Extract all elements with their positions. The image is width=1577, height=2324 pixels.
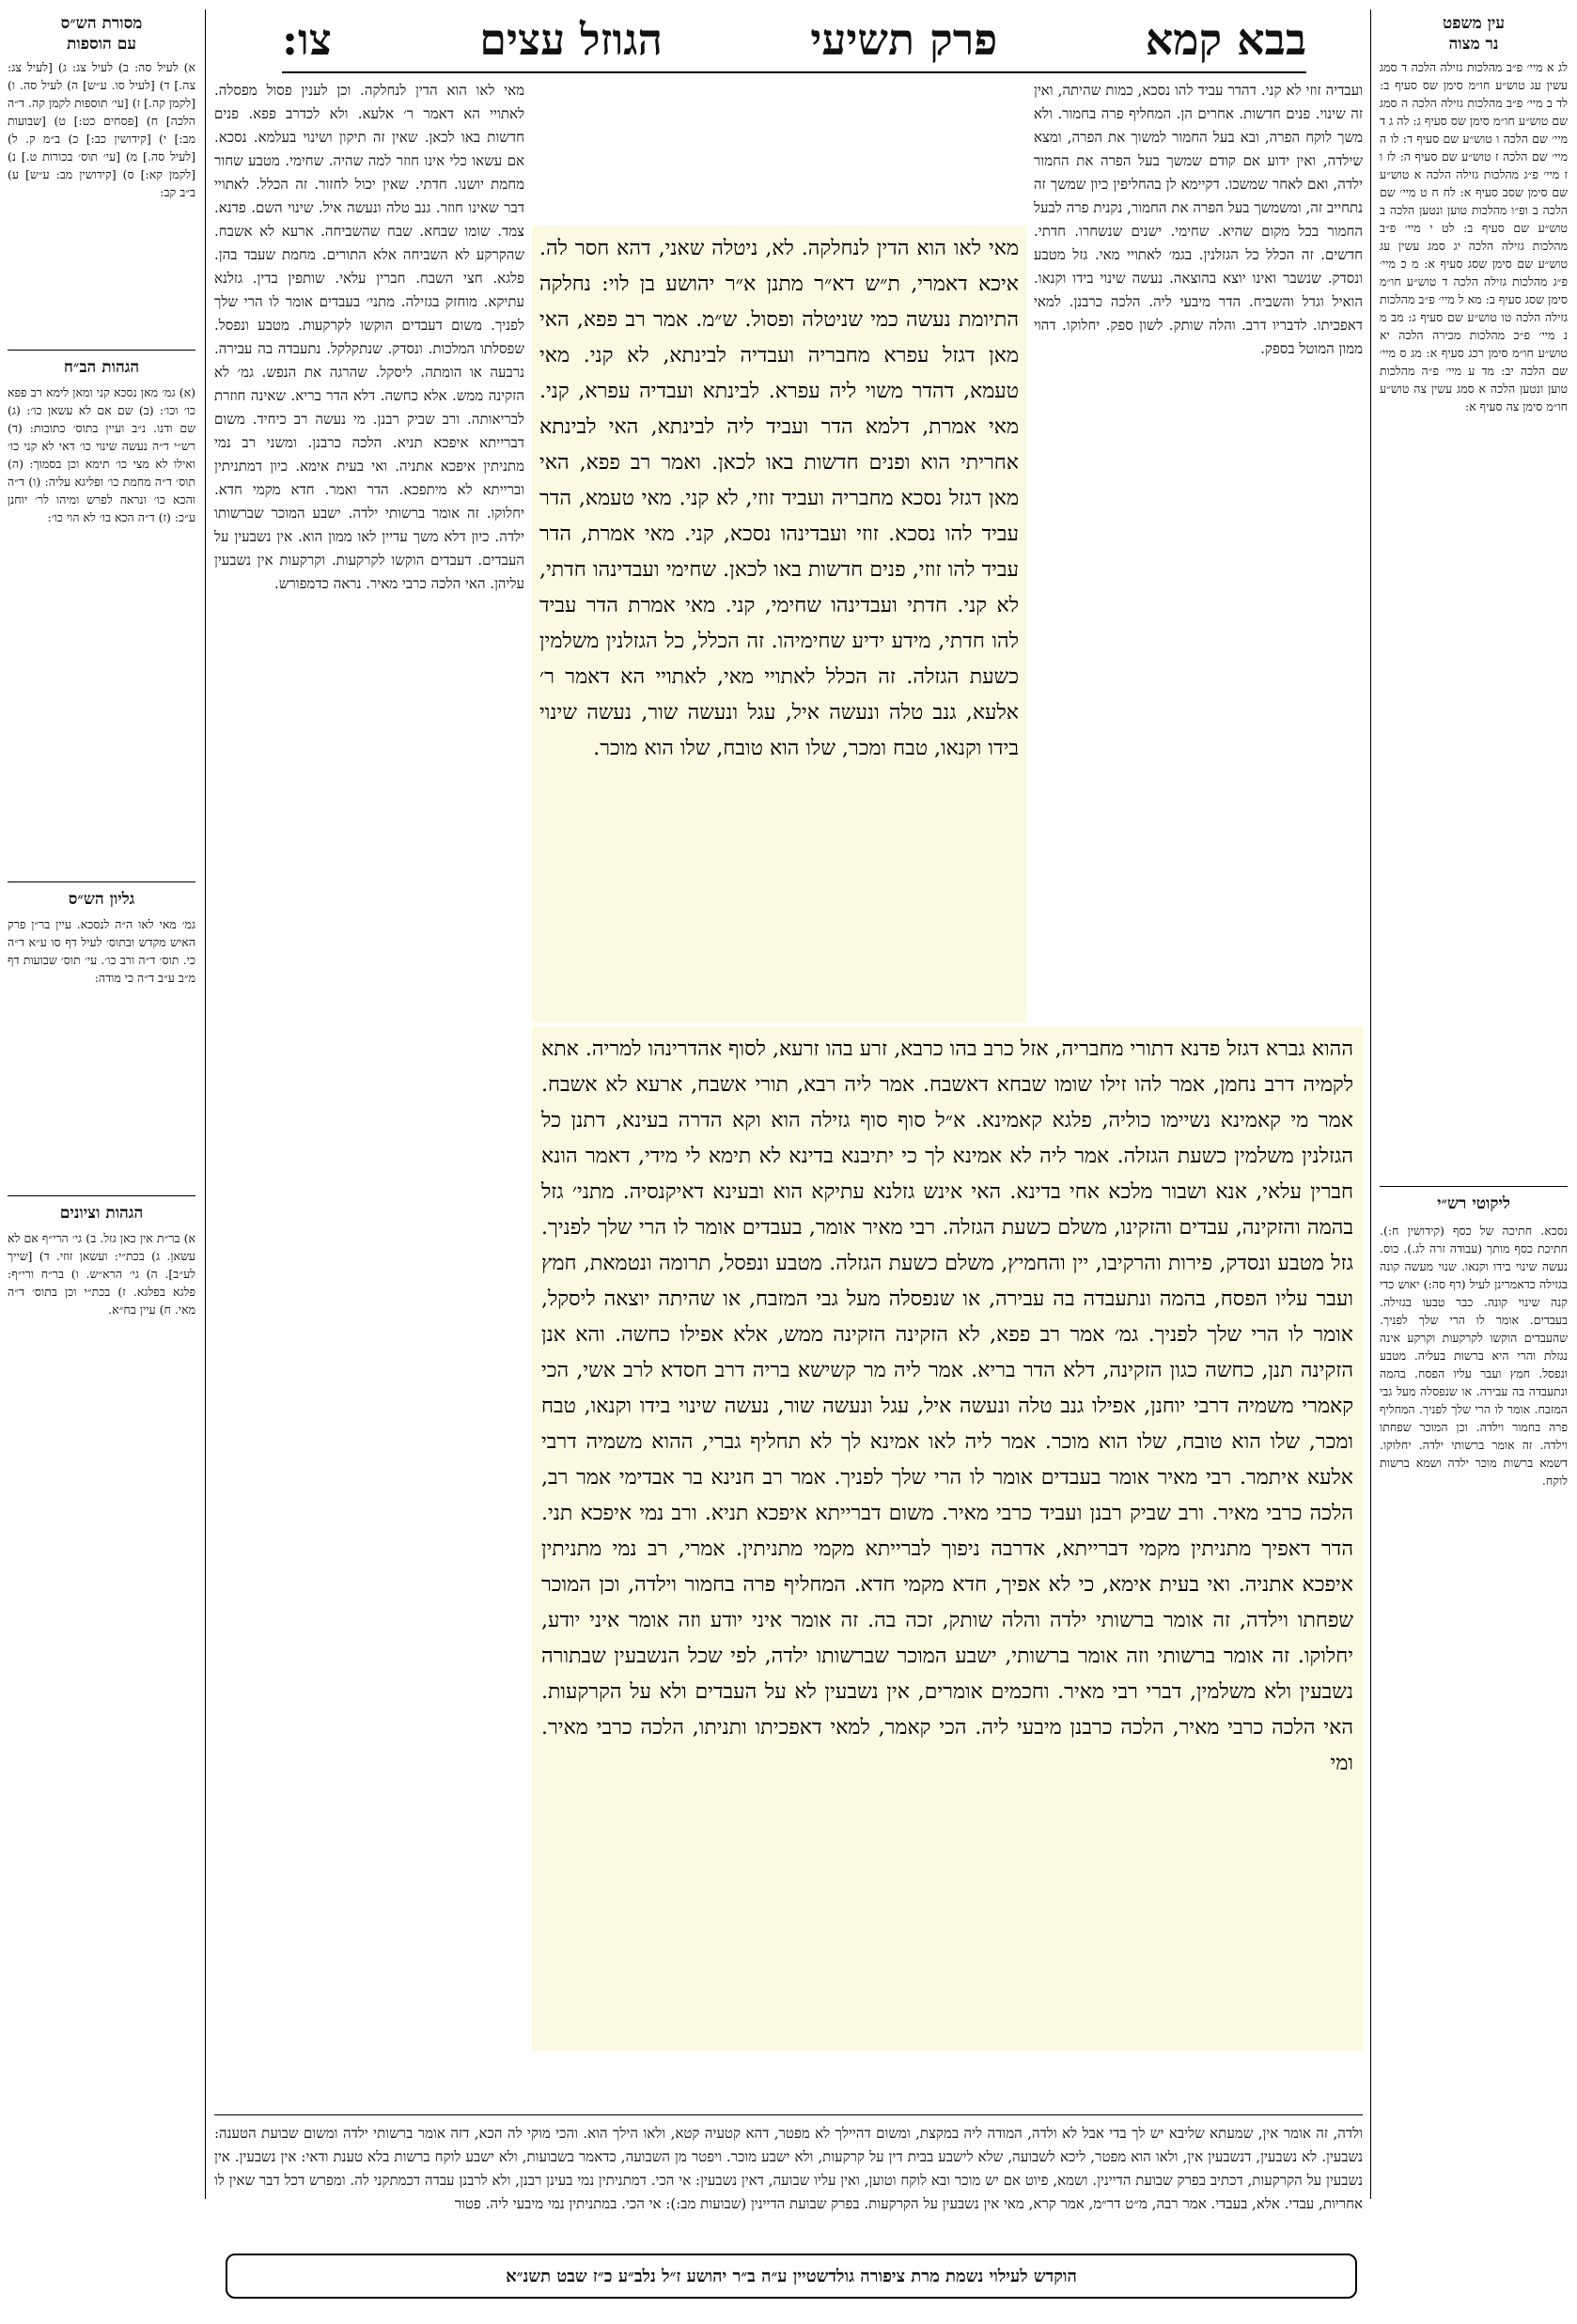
page-number: צו: [282,14,332,65]
ein-mishpat-text: לג א מיי׳ פ״ב מהלכות גזילה הלכה ד סמג עשין עג טוש״ע חו״מ סימן שס סעיף ב: לד ב מיי׳ פ״ב מהלכות גזילה הלכה ה סמג שם טוש״ע חו״מ סימן שס סעיף ג: לה ג ד מיי׳ שם הלכה ו טוש״ע שם סעיף ד: לו ה מיי׳ שם הלכה ז טוש״ע שם סעיף ה: לז ו ז מיי׳ פ״ג מהלכות גזילה הלכה א טוש״ע שם סימן שסב סעיף א: לח ח ט מיי׳ שם הלכה ב ופ״ו מהלכות טוען ונטען הלכה ב טוש״ע שם סעיף ב: לט י מיי׳ פ״ב מהלכות גזילה הלכה יג סמג עשין עג טוש״ע שם סימן שסג סעיף א: מ כ מיי׳ פ״ג מהלכות גזילה הלכה ד טוש״ע חו״מ סימן שסג סעיף ב: מא ל מיי׳ פ״ב מהלכות גזילה הלכה טו טוש״ע שם סעיף ג: מב מ נ מיי׳ פ״כ מהלכות מכירה הלכה יא טוש״ע חו״מ סימן רכג סעיף א: מג ס מיי׳ שם הלכה יב: מד ע מיי׳ פ״ה מהלכות טוען ונטען הלכה א סמג עשין צה טוש״ע חו״מ סימן צה סעיף א: [1380,60,1568,413]
gilyon-hashas-text: גמ׳ מאי לאו ה״ה לנסכא. עיין בר״ן פרק האיש מקדש ובתוס׳ לעיל דף סו ע״א ד״ה כי. תוס׳ ד״ה ורב כו׳. עי׳ תוס׳ שבועות דף מ״ב ע״ב ד״ה כי מודה: [8,917,195,985]
divider [8,881,195,882]
masoret-hashas-text: א) לעיל סה: ב) לעיל צג: ג) [לעיל צג: צה.] ד) [לעיל סו. ע״ש] ה) לעיל סה. ו) [לקמן קה.] ז) [עי׳ תוספות לקמן קה. ד״ה הלכה] ח) [פסחים כט:] ט) [שבועות מב:] י) [קידושין כב:] כ) ב״מ ק. ל) [לעיל סה.] מ) [עי׳ תוס׳ בכורות ט.] נ) [לקמן קא:] ס) [קידושין מב: ע״ש] ע) ב״ב קב: [8,60,195,199]
masoret-hashas-title: מסורת הש״ס עם הוספות [60,14,143,54]
column-separator [1370,9,1371,2199]
gemara-text-inner: מאי לאו הוא הדין לנחלקה. לא, ניטלה שאני, דהא חסר לה. איכא דאמרי, ת״ש דא״ר מתנן א״ר יהושע בן לוי: נחלקה התיומת נעשה כמי שניטלה ופסול. ש״מ. אמר רב פפא, האי מאן דגזל עפרא מחבריה ועבדיה לבינתא, לא קני. מאי טעמא, דהדר משוי ליה עפרא. לבינתא ועבדיה עפרא, קני. מאי אמרת, דלמא הדר ועביד ליה לבינתא, האי לבינתא אחריתי הוא ופנים חדשות באו לכאן. ואמר רב פפא, האי מאן דגזל נסכא מחבריה ועביד זוזי, לא קני. מאי טעמא, הדר עביד להו נסכא. זוזי ועבדינהו נסכא, קני. מאי אמרת, הדר עביד להו זוזי, פנים חדשות באו לכאן. שחימי ועבדינהו חדתי, לא קני. חדתי ועבדינהו שחימי, קני. מאי אמרת הדר עביד להו חדתי, מידע ידיע שחימיהו. זה הכלל, כל הגזלנין משלמין כשעת הגזלה. זה הכלל לאתויי מאי, לאתויי הא דאמר ר׳ אלעא, גנב טלה ונעשה איל, עגל ונעשה שור, נעשה שינוי בידו וקנאו, טבח ומכר, שלו הוא טובח, שלו הוא מוכר. [532,226,1026,1022]
page-header [282,9,1306,70]
hagahot-habach-text: (א) גמ׳ מאן נסכא קני ומאן לימא רב פפא כו׳ וכו׳: (ב) שם אם לא עשאן כו׳: (ג) שם ודנו. נ״ב ועיין בתוס׳ כתובות: (ד) רש״י ד״ה נעשה שינוי כו׳ דאי לא קני כו׳ ואילו לא מצי כו׳ תימא וכן בסמוך: (ה) תוס׳ ד״ה מחמת כו׳ ופליגא עליה: (ו) ד״ה והכא כו׳ ונראה לפרש ומיהו לר׳ יוחנן ע״כ: (ז) ד״ה הכא בו׳ לא הוי כו׳: [8,385,195,524]
ein-mishpat-title: עין משפט נר מצוה [1443,14,1505,54]
chapter-number: פרק תשיעי [810,14,998,65]
rashi-commentary: ועבדיה זוזי לא קני. דהדר עביד להו נסכא, כמות שהיתה, ואין זה שינוי. פנים חדשות. אחרים הן. המחליף פרה בחמור. ולא משך לוקח הפרה, ובא בעל החמור למשוך את הפרה, ומצא שילדה, ואין ידוע אם קודם שמשך בעל הפרה את החמור ילדה, ואם לאחר שמשכו. דקיימא לן בהחליפין כיון שמשך זה נתחייב זה, ומשמשך בעל הפרה את החמור, נקנית פרה לבעל החמור בכל מקום שהיא. שחימי. ישנים שנשחרו. חדתי. חדשים. זה הכלל כל הגזלנין. בגמ׳ לאתויי מאי. גזל מטבע ונסדק. שנשבר ואינו יוצא בהוצאה. נעשה שינוי בידו וקנאו. הואיל וגדל והשביח. הדר מיבעי ליה. הלכה כרבנן. למאי דאפכיתו. לדבריו דרב. והלה שותק. לשון ספק. יחלוקו. דהוי ממון המוטל בספק. [1034,82,1363,357]
divider [8,350,195,351]
hagahot-tziyunim-title: הגהות וציונים [59,1204,144,1223]
gilyon-hashas-title: גליון הש״ס [68,890,135,909]
hagahot-tziyunim-text: א) בר״ת אין כאן גזל. ב) גי׳ הרי״ף אם לא עשאן. ג) בכת״י: ועשאן זוזי. ד) [שייך לע״ב]. ה) גי׳ הרא״ש. ו) בר״ח ורי״ף: פלגא בפלגא. ז) בכת״י וכן בתוס׳ ד״ה מאי. ח) עיין בח״א. [8,1231,195,1317]
header-rule [282,71,1306,73]
tractate-name: בבא קמא [1145,14,1306,65]
dedication-box: הוקדש לעילוי נשמת מרת ציפורה גולדשטיין ע״ה ב״ר יהושע ז״ל נלב״ע כ״ז שבט תשנ״א [226,2254,1357,2299]
gemara-text-wide: ההוא גברא דגזל פדנא דתורי מחבריה, אזל כרב בהו כרבא, זרע בהו זרעא, לסוף אהדרינהו למריה. אתא לקמיה דרב נחמן, אמר להו זילו שומו שבחא דאשבח. אמר ליה רבא, תורי אשבח, ארעא לא אשבח. אמר מי קאמינא נשיימו כוליה, פלגא קאמינא. א״ל סוף סוף גזילה הוא וקא הדרה בעינא, דתנן כל הגזלנין משלמין כשעת הגזלה. אמר ליה לא אמינא לך כי יתיבנא בדינא לא תימא לי מידי, דאמר הונא חברין עלאי, אנא ושבור מלכא אחי בדינא. האי אינש גזלנא עתיקא הוא ובעינא דאיקנסיה. מתני׳ גזל בהמה והזקינה, עבדים והזקינו, משלם כשעת הגזלה. רבי מאיר אומר, בעבדים אומר לו הרי שלך לפניך. גזל מטבע ונסדק, פירות והרקיבו, יין והחמיץ, משלם כשעת הגזלה. מטבע ונפסל, תרומה ונטמאת, חמץ ועבר עליו הפסח, בהמה ונתעבדה בה עבירה, או שנפסלה מעל גבי המזבח, או שהיתה יוצאה ליסקל, אומר לו הרי שלך לפניך. גמ׳ אמר רב פפא, לא הזקינה הזקינה ממש, אלא אפילו כחשה. והא אנן הזקינה תנן, כחשה כגון הזקינה, דלא הדר בריא. אמר ליה מר קשישא בריה דרב חסדא לרב אשי, הכי קאמרי משמיה דרבי יוחנן, אפילו גנב טלה ונעשה איל, עגל ונעשה שור, נעשה שינוי בידו וקנאו, טבח ומכר, שלו הוא טובח, שלו הוא מוכר. אמר ליה לאו אמינא לך לא תחליף גברי, ההוא משמיה דרבי אלעא איתמר. רבי מאיר אומר בעבדים אומר לו הרי שלך לפניך. אמר רב חנינא בר אבדימי אמר רב, הלכה כרבי מאיר. ורב שביק רבנן ועביד כרבי מאיר. משום דברייתא איפכא תניא. ורב נמי איפכא תני. הדר דאפיך מתניתין מקמי דברייתא, אדרבה ניפוך לברייתא מקמי מתניתין. אמרי, רב נמי מתניתין איפכא אתניה. ואי בעית אימא, כי לא אפיך, חדא מקמי חדא. המחליף פרה בחמור וילדה, וכן המוכר שפחתו וילדה, זה אומר ברשותי ילדה והלה שותק, זכה בה. זה אומר איני יודע וזה אומר איני יודע, יחלוקו. זה אומר ברשותי וזה אומר ברשותי, ישבע המוכר שברשותו ילדה, לפי שכל הנשבעין שבתורה נשבעין ולא משלמין, דברי רבי מאיר. וחכמים אומרים, אין נשבעין לא על העבדים ולא על הקרקעות. האי הלכה כרבי מאיר, הלכה כרבנן מיבעי ליה. הכי קאמר, למאי דאפכיתו ותניתו, הלכה כרבי מאיר. ומי [532,1026,1363,2051]
tosafot-commentary: מאי לאו הוא הדין לנחלקה. וכן לענין פסול מפסלה. לאתויי הא דאמר ר׳ אלעא. ולא לכדרב פפא. פנים חדשות באו לכאן. שאין זה תיקון ושינוי בעלמא. נסכא. אם עשאו כלי אינו חוזר למה שהיה. שחימי. מטבע שחור מחמת יושנו. חדתי. שאין יכול לחזור. זה הכלל. לאתויי דבר שאינו חוזר. גנב טלה ונעשה איל. שינוי השם. פדנא. צמד. שומו שבחא. שבח שהשביחה. ארעא לא אשבח. שהקרקע לא השביחה אלא התורים. מחמת שעבד בהן. פלגא. חצי השבח. חברין עלאי. שותפין בדין. גזלנא עתיקא. מוחזק בגזילה. מתני׳ בעבדים אומר לו הרי שלך לפניך. משום דעבדים הוקשו לקרקעות. מטבע ונפסל. שפסלתו המלכות. ונסדק. שנתקלקל. נתעבדה בה עבירה. נרבעה או הומתה. ליסקל. שהרגה את הנפש. גמ׳ לא הזקינה ממש. אלא כחשה. דלא הדר בריא. שאינה חוזרת לבריאותה. ורב שביק רבנן. מי נעשה רב כיחיד. משום דברייתא איפכא תניא. הלכה כרבנן. ומשני רב נמי מתניתין איפכא אתניה. ואי בעית אימא. כיון דמתניתין וברייתא לא מיתפכא. הדר ואמר. חדא מקמי חדא. יחלוקו. זה אומר ברשותי ילדה. ישבע המוכר שברשותו ילדה. כיון דלא משך עדיין לאו ממון הוא. אין נשבעין על העבדים. דעבדים הוקשו לקרקעות. וקרקעות אין נשבעין עליהן. האי הלכה כרבי מאיר. נראה כדמפורש. [214,82,524,592]
hagahot-habach-title: הגהות הב״ח [63,358,140,377]
bottom-commentary: ולדה, זה אומר אין, שמעתא שליבא יש לך בדי אבל לא ולדה, המודה ליה במקצת, ומשום דהיילך לא מפטר, דהא קטעיה קטא, ולאו הילך הוא. והכי מוקי לה הכא, דזה אומר ברשותי ילדה ומשום שבועת הטענה: נשבעין. לא נשבעין, דנשבעין אין, ולאו הוא מפטר, ליכא לשבועה, שלא לישבע בבית דין על קרקעות, ולא ישבע מוכר. ויפטר מן השבועה, כדאמר בשבועות, ולא ישבע לוקח ברשות בלא טענת ודאי: אין נשבעין. אין נשבעין על הקרקעות, דכתיב בפרק שבועת הדיינין. ושמא, פיוט אם יש מוכר ובא לוקח וטוען, ואין עליו שבועה, דאין נשבעין: אי הכי. דמתניתין נמי בעינן רבנן, ולא לרבנן עבדה דכמתקני לה. ומפרש דכל דבר שאין לו אחריות, עבדי. אלא, בעבדי. אמר רבה, מ״ט דר״מ, אמר קרא, מאי אין נשבעין על הקרקעות. בפרק שבועת הדיינין (שבועות מב:): אי הכי. במתניתין נמי מיבעי ליה. פטור [214,2125,1363,2212]
likutei-rashi-text: נסכא. חתיכה של כסף (קידושין ח:). חתיכת כסף מותך (עבודה זרה לג.). כוס. נעשה שינוי בידו וקנאו. שנוי מעשה קונה בגזילה כדאמרינן לעיל (דף סה:) יאוש כדי קנה שינוי קונה. כבר טבעו בגזילה. בעבדים. אומר לו הרי שלך לפניך. שהעבדים הוקשו לקרקעות וקרקע אינה נגזלת והרי היא ברשות בעליה. מטבע ונפסל. חמץ ועבר עליו הפסח. בהמה ונתעבדה בה עבירה. או שנפסלה מעל גבי המזבח. אומר לו הרי שלך לפניך. המחליף פרה בחמור וילדה. וכן המוכר שפחתו וילדה. זה אומר ברשותי ילדה. יחלוקו. דשמא ברשות מוכר ילדה ושמא ברשות לוקח. [1380,1224,1568,1488]
column-separator [205,9,206,2199]
likutei-rashi-title: ליקוטי רש״י [1437,1194,1510,1213]
divider [1380,1186,1568,1187]
chapter-title: הגוזל עצים [479,14,663,65]
divider [214,2114,1363,2115]
divider [8,1195,195,1196]
